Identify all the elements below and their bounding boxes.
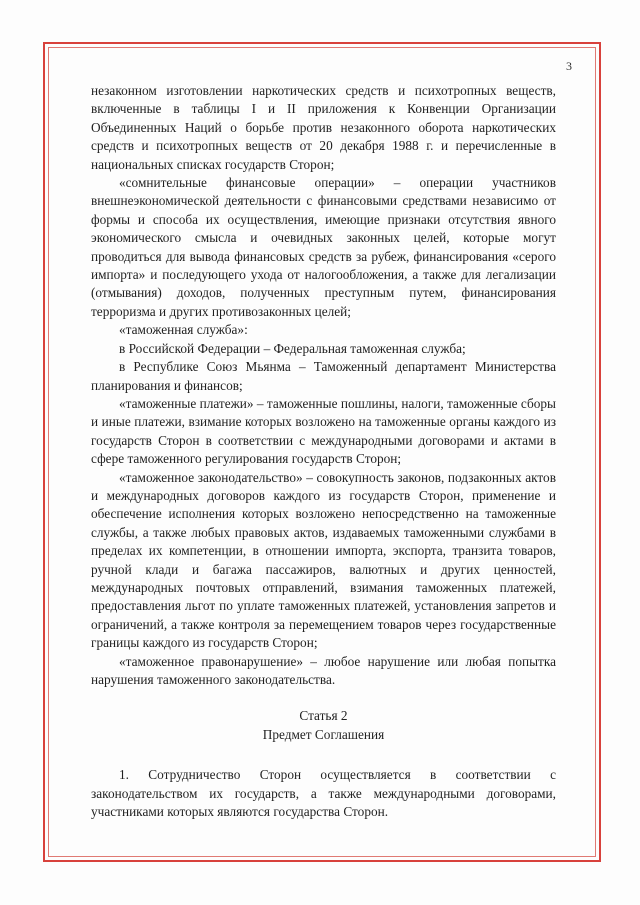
paragraph-customs-service-myanmar: в Республике Союз Мьянма – Таможенный департамент Министерства планирования и финансов; xyxy=(91,359,556,393)
paragraph-definition-customs-offence: «таможенное правонарушение» – любое нарушение или любая попытка нарушения таможенного законодательства. xyxy=(91,653,556,687)
paragraph-customs-service-russia: в Российской Федерации – Федеральная таможенная служба; xyxy=(119,340,466,356)
article-number: Статья 2 xyxy=(299,708,348,724)
document-body xyxy=(91,82,556,821)
paragraph-definition-customs-legislation: «таможенное законодательство» – совокупность законов, подзаконных актов и международных договоров каждого из государств Сторон, применение и обеспечение исполнения которых возложено непосредственно на таможенные службы, а также любых правовых актов, издаваемых таможенными службами в пределах их компетенции, в отношении импорта, экспорта, транзита товаров, ручной клади и багажа пассажиров, валютных и других ценностей, международных почтовых отправлений, взимания таможенных платежей, предоставления льгот по уплате таможенных платежей, установления запретов и ограничений, а также контроля за перемещением товаров через государственные границы каждого из государств Сторон; xyxy=(91,469,556,651)
article-title: Предмет Соглашения xyxy=(262,726,385,742)
page-number: 3 xyxy=(566,59,572,73)
article-paragraph-1: 1. Сотрудничество Сторон осуществляется в соответствии с законодательством их государств, а также международными договорами, участниками которых являются государства Сторон. xyxy=(91,767,556,820)
spacer xyxy=(91,744,556,766)
paragraph-definition-customs-service: «таможенная служба»: xyxy=(119,322,248,338)
paragraph-definition-customs-payments: «таможенные платежи» – таможенные пошлины, налоги, таможенные сборы и иные платежи, взимание которых возложено на таможенные органы каждого из государств Сторон в соответствии с международными договорами и актами в сфере таможенного регулирования государств Сторон; xyxy=(91,395,556,467)
paragraph-continued: незаконном изготовлении наркотических средств и психотропных веществ, включенные в таблицы I и II приложения к Конвенции Организации Объединенных Наций о борьбе против незаконного оборота наркотических средств и психотропных веществ от 20 декабря 1988 г. и перечисленные в национальных списках государств Сторон; xyxy=(91,83,556,172)
paragraph-definition-suspicious-operations: «сомнительные финансовые операции» – операции участников внешнеэкономической деятельности с финансовыми средствами независимо от формы и способа их осуществления, имеющие признаки отсутствия явного экономического смысла и очевидных законных целей, которые могут проводиться для вывода финансовых средств за рубеж, финансирования «серого импорта» и последующего ухода от налогообложения, а также для легализации (отмывания) доходов, полученных преступным путем, финансирования терроризма и других противозаконных целей; xyxy=(91,175,556,319)
